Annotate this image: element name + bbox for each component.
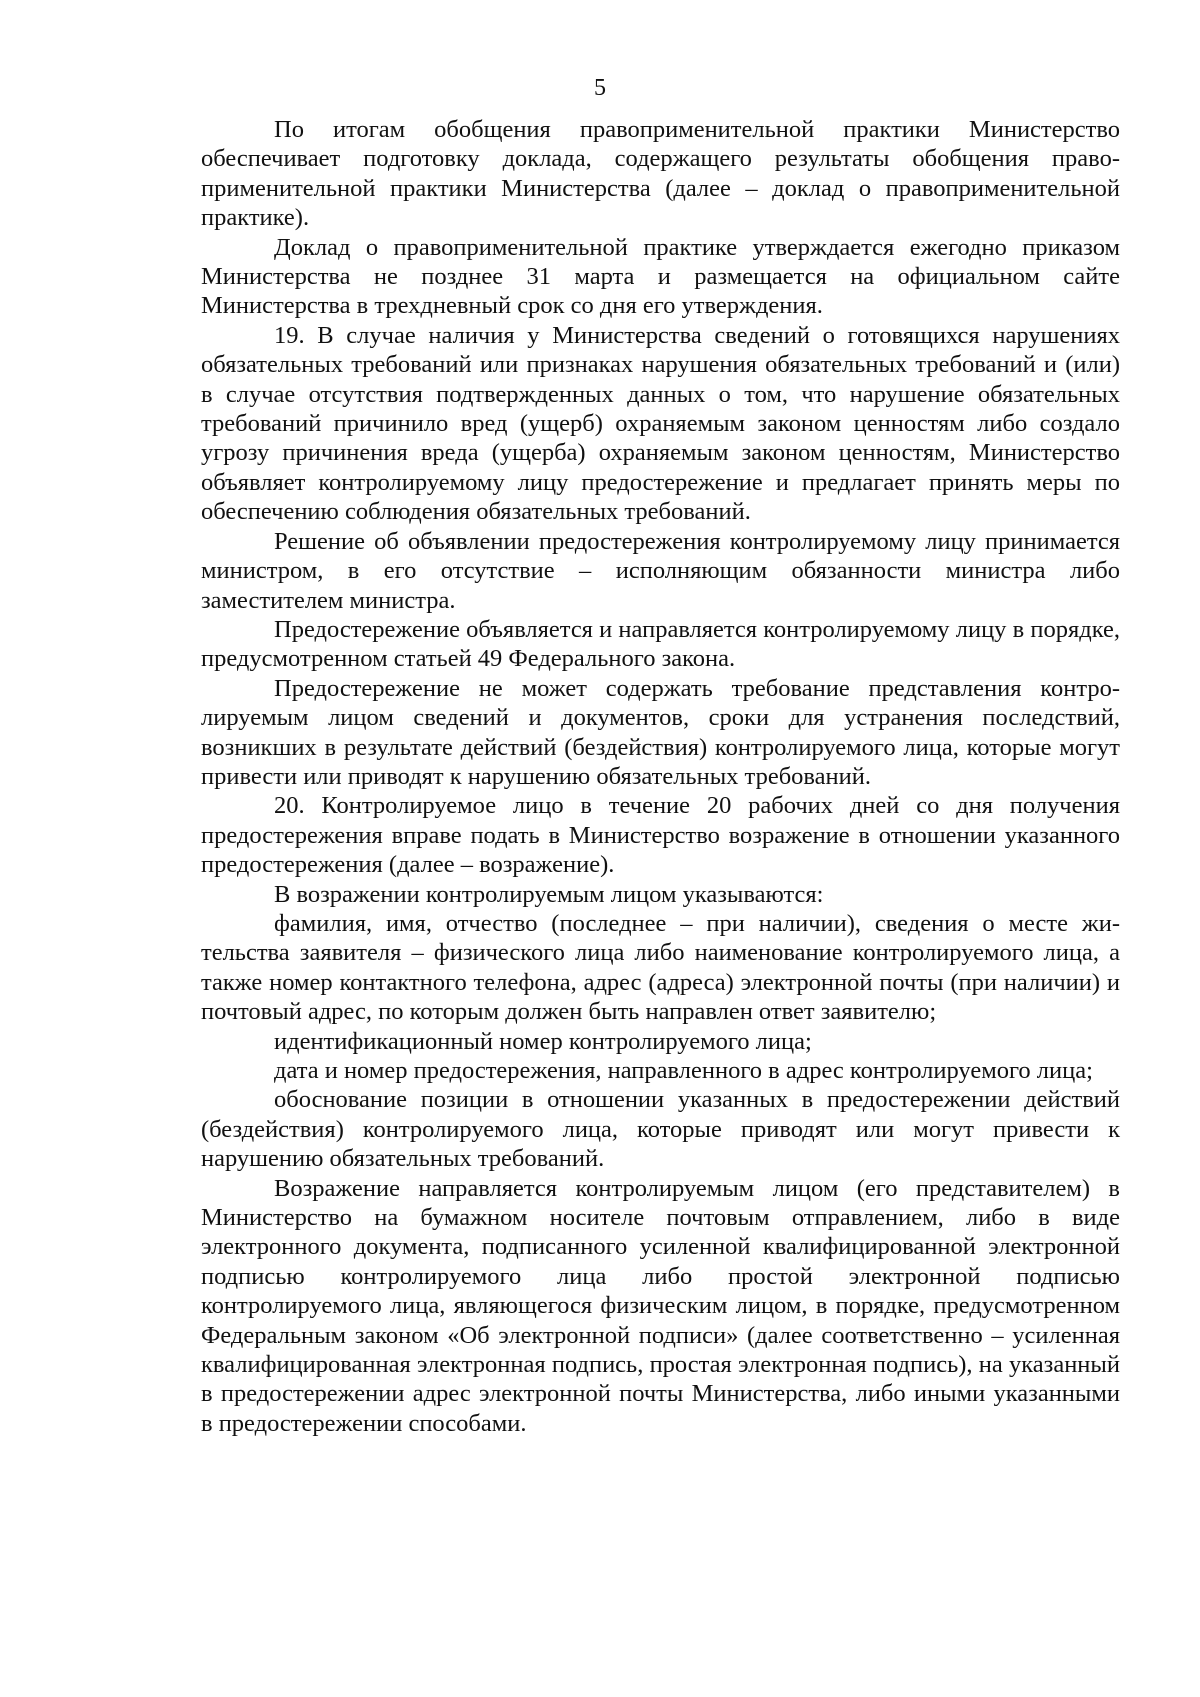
paragraph-item-20-objection: 20. Контролируемое лицо в течение 20 рабочих дней со дня получения предостережения вправе подать в Министерство возражение в отношении указанного предостережения (далее – возражение). (201, 792, 1120, 879)
paragraph-item-19-warning: 19. В случае наличия у Министерства сведений о готовящихся нарушениях обязательных требований или признаках нарушения обязательных требований и (или) в случае отсутствия подтвержденных данных о том, что нарушение обязательных требований причинило вред (ущерб) охраняемым законом ценностям либо создало угрозу причинения вреда (ущерба) охраняемым законом ценностям, Министерство объявляет контролируемому лицу предостережение и предлагает принять меры по обеспечению соблюдения обязательных требований. (201, 321, 1120, 526)
list-item-warning-date-number: дата и номер предостережения, направленного в адрес контролируемого лица; (274, 1057, 1093, 1084)
paragraph-warning-procedure: Предостережение объявляется и направляется контролируемому лицу в порядке, предусмотренном статьей 49 Федерального закона. (201, 615, 1120, 673)
paragraph-objection-contents-intro: В возражении контролируемым лицом указываются: (274, 880, 824, 908)
paragraph-report-preparation: По итогам обобщения правоприменительной практики Министерство обеспечивает подготовку доклада, содержащего результаты обобщения правоприменительной практики Министерства (далее – доклад о правоприменительной практике). (201, 116, 1120, 232)
paragraph-warning-restrictions: Предостережение не может содержать требование представления контролируемым лицом сведений и документов, сроки для устранения последствий, возникших в результате действий (бездействия) контролируемого лица, которые могут привести или приводят к нарушению обязательных требований. (201, 674, 1120, 790)
list-item-identification-number: идентификационный номер контролируемого лица; (274, 1027, 812, 1055)
paragraph-warning-decision: Решение об объявлении предостережения контролируемому лицу принимается министром, в его отсутствие – исполняющим обязанности министра либо заместителем министра. (201, 527, 1120, 614)
list-item-position-justification: обоснование позиции в отношении указанных в предостережении действий (бездействия) контролируемого лица, которые приводят или могут привести к нарушению обязательных требований. (201, 1086, 1120, 1173)
page-number: 5 (594, 75, 606, 101)
paragraph-objection-submission: Возражение направляется контролируемым лицом (его представителем) в Министерство на бумажном носителе почтовым отправлением, либо в виде электронного документа, подписанного усиленной квалифицированной электронной подписью контролируемого лица либо простой электронной подписью контролируемого лица, являющегося физическим лицом, в порядке, предусмотренном Федеральным законом «Об электронной подписи» (далее соответственно – усиленная квалифицированная электронная подпись, простая электронная подпись), на указанный в предостережении адрес электронной почты Министерства, либо иными указанными в предостережении способами. (201, 1174, 1120, 1437)
paragraph-report-approval: Доклад о правоприменительной практике утверждается ежегодно приказом Министерства не позднее 31 марта и размещается на официальном сайте Министерства в трехдневный срок со дня его утверждения. (201, 233, 1120, 320)
document-body (201, 115, 1120, 1438)
list-item-applicant-details: фамилия, имя, отчество (последнее – при наличии), сведения о месте жительства заявителя – физического лица либо наименование контролируемого лица, а также номер контактного телефона, адрес (адреса) электронной почты (при наличии) и почтовый адрес, по которым должен быть направлен ответ заявителю; (201, 909, 1120, 1026)
